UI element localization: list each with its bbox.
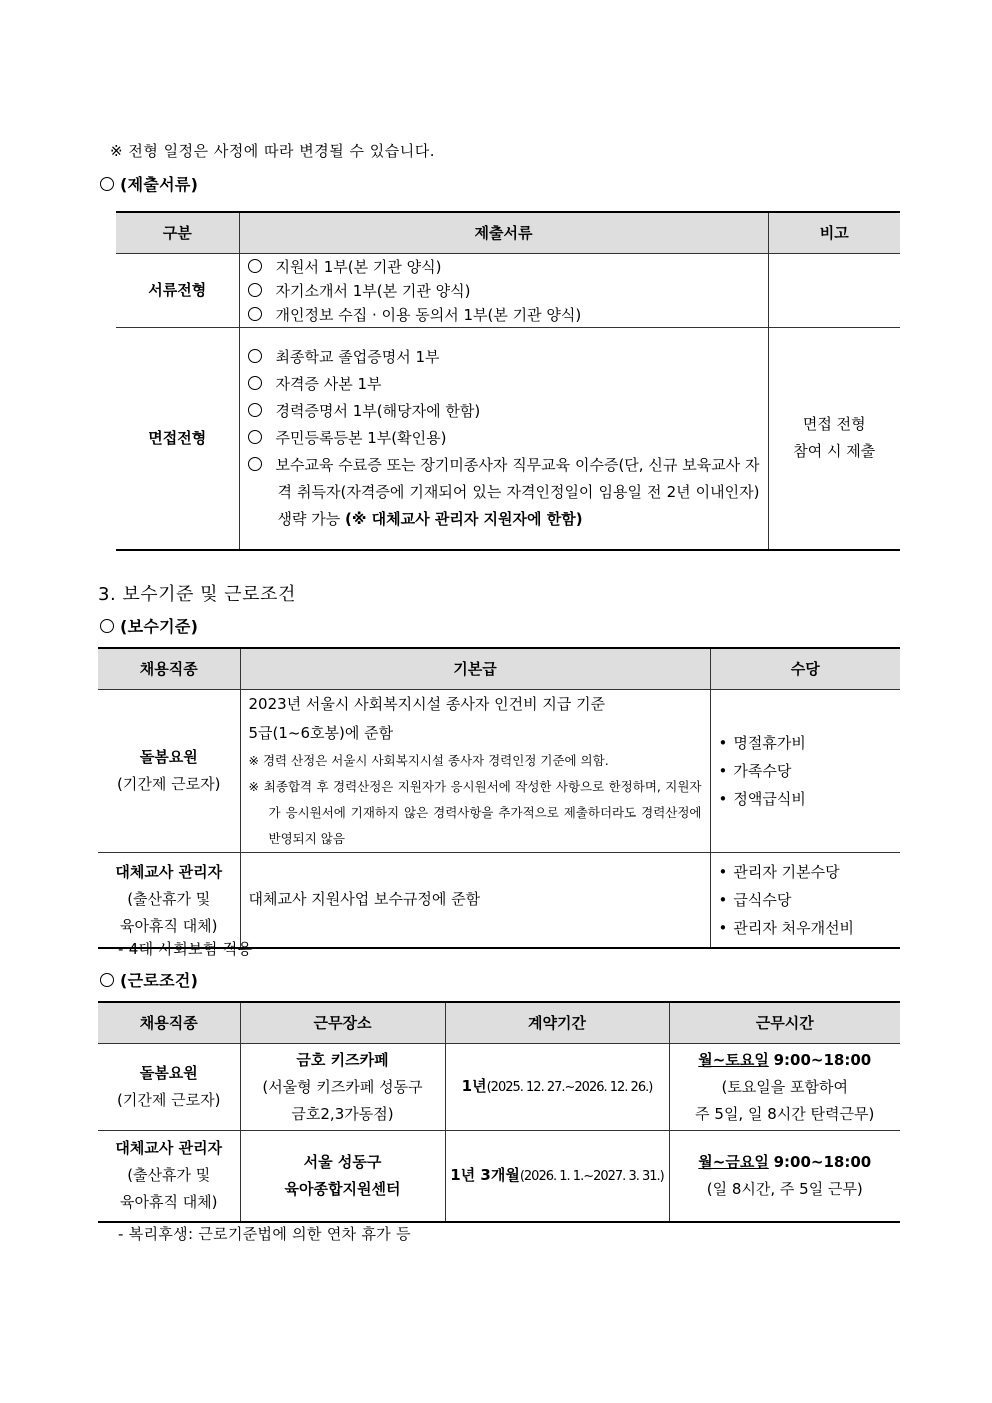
pay-table <box>98 647 900 949</box>
header-job: 채용직종 <box>98 648 240 690</box>
place-cell: 서울 성동구 육아종합지원센터 <box>240 1131 445 1222</box>
job-cell: 대체교사 관리자 (출산휴가 및 육아휴직 대체) <box>98 1131 240 1222</box>
work-heading: (근로조건) <box>100 968 198 991</box>
list-item: 최종학교 졸업증명서 1부 <box>248 344 760 371</box>
list-item: 보수교육 수료증 또는 장기미종사자 직무교육 이수증(단, 신규 보육교사 자격 취득자(자격증에 기재되어 있는 자격인정일이 임용일 전 2년 이내인자) 생략 가능 (※ 대체교사 관리자 지원자에 한함) <box>248 452 760 533</box>
header-allowance: 수당 <box>710 648 900 690</box>
list-item: 자격증 사본 1부 <box>248 371 760 398</box>
job-cell: 대체교사 관리자 (출산휴가 및 육아휴직 대체) <box>98 853 240 948</box>
hours-cell: 월~토요일 9:00~18:00 (토요일을 포함하여 주 5일, 일 8시간 탄력근무) <box>669 1044 900 1131</box>
table-header-row <box>116 212 900 254</box>
table-row <box>98 853 900 948</box>
header-hours: 근무시간 <box>669 1002 900 1044</box>
header-job: 채용직종 <box>98 1002 240 1044</box>
work-conditions-table <box>98 1001 900 1223</box>
category-cell: 면접전형 <box>116 328 239 550</box>
circle-bullet-icon <box>100 973 114 987</box>
list-item: 개인정보 수집 · 이용 동의서 1부(본 기관 양식) <box>248 303 760 327</box>
base-pay-cell: 2023년 서울시 사회복지시설 종사자 인건비 지급 기준 5급(1~6호봉)에 준함 ※ 경력 산정은 서울시 사회복지시설 종사자 경력인정 기준에 의함. ※ 최종합격 후 경력산정은 지원자가 응시원서에 작성한 사항으로 한정하며, 지원자가 응시원서에 기재하지 않은 경력사항을 추가적으로 제출하더라도 경력산정에 반영되지 않음 <box>240 690 710 853</box>
place-cell: 금호 키즈카페 (서울형 키즈카페 성동구 금호2,3가동점) <box>240 1044 445 1131</box>
work-footnote: - 복리후생: 근로기준법에 의한 연차 휴가 등 <box>118 1225 411 1243</box>
circle-icon <box>248 307 262 321</box>
circle-bullet-icon <box>100 177 114 191</box>
pay-heading: (보수기준) <box>100 614 198 637</box>
allowance-cell <box>710 690 900 853</box>
remark-cell: 면접 전형 참여 시 제출 <box>768 328 900 550</box>
circle-icon <box>248 259 262 273</box>
circle-icon <box>248 376 262 390</box>
header-place: 근무장소 <box>240 1002 445 1044</box>
list-item: 지원서 1부(본 기관 양식) <box>248 255 760 279</box>
list-item: 자기소개서 1부(본 기관 양식) <box>248 279 760 303</box>
list-item: 주민등록등본 1부(확인용) <box>248 425 760 452</box>
base-pay-cell: 대체교사 지원사업 보수규정에 준함 <box>240 853 710 948</box>
table-row <box>98 690 900 853</box>
documents-cell <box>239 254 768 328</box>
allowance-cell <box>710 853 900 948</box>
list-item: • 급식수당 <box>711 886 901 914</box>
table-header-row <box>98 648 900 690</box>
remark-cell <box>768 254 900 328</box>
table-row <box>116 254 900 328</box>
category-cell: 서류전형 <box>116 254 239 328</box>
table-row <box>98 1131 900 1222</box>
contract-cell: 1년 3개월(2026. 1. 1.~2027. 3. 31.) <box>445 1131 669 1222</box>
section-title: 3. 보수기준 및 근로조건 <box>98 584 296 605</box>
list-item: • 관리자 기본수당 <box>711 858 901 886</box>
header-documents: 제출서류 <box>239 212 768 254</box>
list-item: • 관리자 처우개선비 <box>711 914 901 942</box>
pay-footnote: - 4대 사회보험 적용 <box>118 940 253 958</box>
job-cell: 돌봄요원 (기간제 근로자) <box>98 1044 240 1131</box>
header-contract: 계약기간 <box>445 1002 669 1044</box>
pay-note: ※ 경력 산정은 서울시 사회복지시설 종사자 경력인정 기준에 의함. <box>248 753 609 768</box>
header-category: 구분 <box>116 212 239 254</box>
circle-bullet-icon <box>100 619 114 633</box>
contract-cell: 1년(2025. 12. 27.~2026. 12. 26.) <box>445 1044 669 1131</box>
circle-icon <box>248 430 262 444</box>
list-item: 경력증명서 1부(해당자에 한함) <box>248 398 760 425</box>
circle-icon <box>248 349 262 363</box>
circle-icon <box>248 457 262 471</box>
schedule-note: ※ 전형 일정은 사정에 따라 변경될 수 있습니다. <box>110 142 436 160</box>
list-item: • 명절휴가비 <box>711 729 901 757</box>
header-remark: 비고 <box>768 212 900 254</box>
table-row <box>116 328 900 550</box>
hours-cell: 월~금요일 9:00~18:00 (일 8시간, 주 5일 근무) <box>669 1131 900 1222</box>
list-item: • 가족수당 <box>711 757 901 785</box>
table-header-row <box>98 1002 900 1044</box>
job-cell: 돌봄요원 (기간제 근로자) <box>98 690 240 853</box>
circle-icon <box>248 283 262 297</box>
circle-icon <box>248 403 262 417</box>
list-item: • 정액급식비 <box>711 785 901 813</box>
documents-table <box>116 211 900 551</box>
table-row <box>98 1044 900 1131</box>
documents-cell <box>239 328 768 550</box>
docs-heading: (제출서류) <box>100 172 198 195</box>
header-base-pay: 기본급 <box>240 648 710 690</box>
pay-note: ※ 최종합격 후 경력산정은 지원자가 응시원서에 작성한 사항으로 한정하며, 지원자가 응시원서에 기재하지 않은 경력사항을 추가적으로 제출하더라도 경력산정에 반영되지 않음 <box>248 779 702 846</box>
